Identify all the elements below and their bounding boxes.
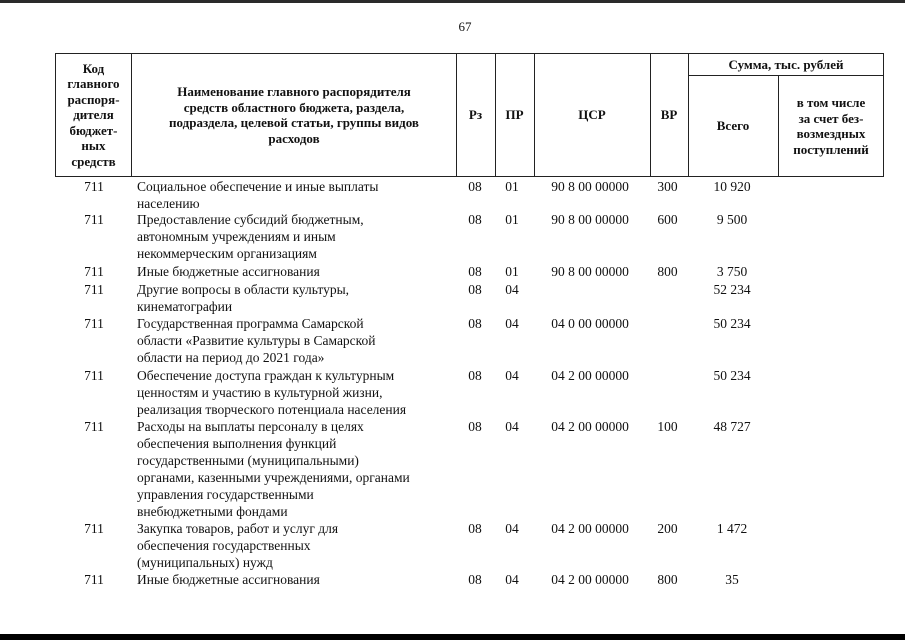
cell-name [137,367,457,418]
cell-name-line: Иные бюджетные ассигнования [137,572,320,587]
cell-total: 50 234 [713,316,751,331]
header-sum: Сумма, тыс. рублей [728,56,844,72]
header-pr: ПР [505,107,524,123]
cell-rz: 08 [468,316,482,331]
cell-name [137,571,457,588]
cell-rz: 08 [468,282,482,297]
cell-rz: 08 [468,179,482,194]
cell-name-line: Другие вопросы в области культуры, [137,282,350,297]
page-top-edge [0,0,905,3]
cell-pr: 04 [505,316,519,331]
cell-total: 1 472 [716,521,748,536]
header-code-line: главного [67,76,120,92]
cell-csr: 04 2 00 00000 [551,368,629,383]
page-bottom-edge [0,634,905,640]
cell-pr: 01 [505,212,519,227]
cell-pr: 04 [505,368,519,383]
header-free-line: возмездных [796,126,866,141]
header-code-line: ных [81,138,106,154]
cell-code: 711 [84,212,104,227]
cell-rz: 08 [468,212,482,227]
cell-total: 3 750 [716,264,748,279]
cell-pr: 04 [505,419,519,434]
cell-name-line: Социальное обеспечение и иные выплаты [137,179,379,194]
cell-name-line: Обеспечение доступа граждан к культурным [137,368,395,383]
header-free-line: за счет без- [798,110,864,126]
cell-csr: 04 2 00 00000 [551,572,629,587]
cell-name [137,315,457,366]
cell-rz: 08 [468,572,482,587]
cell-name-line: органами, казенными учреждениями, органами [137,470,410,485]
cell-name-line: обеспечения государственных [137,538,311,553]
header-code [56,54,131,176]
cell-code: 711 [84,264,104,279]
header-name [132,54,456,176]
header-code-line: бюджет- [69,122,118,138]
page-number: 67 [458,19,472,34]
cell-code: 711 [84,521,104,536]
cell-vr: 100 [657,419,678,434]
cell-total: 50 234 [713,368,751,383]
cell-name-line: Иные бюджетные ассигнования [137,264,320,279]
cell-name-line: Государственная программа Самарской [137,316,364,331]
cell-name-line: ценностям и участию в культурной жизни, [137,385,383,400]
cell-name [137,418,457,520]
cell-name [137,281,457,315]
header-code-line: дителя [73,107,114,123]
cell-total: 52 234 [713,282,751,297]
cell-code: 711 [84,368,104,383]
cell-name-line: реализация творческого потенциала населения [137,402,407,417]
cell-total: 10 920 [713,179,751,194]
table-header [55,53,884,177]
cell-name-line: области на период до 2021 года» [137,350,325,365]
header-free-line: в том числе [796,95,866,110]
cell-total: 9 500 [716,212,748,227]
cell-code: 711 [84,282,104,297]
cell-csr: 90 8 00 00000 [551,179,629,194]
cell-name-line: некоммерческим организациям [137,246,317,261]
cell-code: 711 [84,572,104,587]
cell-rz: 08 [468,419,482,434]
header-name-line: средств областного бюджета, раздела, [183,99,405,115]
cell-name-line: области «Развитие культуры в Самарской [137,333,376,348]
header-name-line: подраздела, целевой статьи, группы видов [169,115,419,130]
cell-total: 35 [725,572,739,587]
header-code-line: Код [82,60,105,76]
cell-csr: 04 0 00 00000 [551,316,629,331]
cell-name-line: обеспечения выполнения функций [137,436,337,451]
header-code-line: распоря- [67,91,120,107]
cell-csr: 04 2 00 00000 [551,521,629,536]
cell-rz: 08 [468,521,482,536]
cell-name-line: Предоставление субсидий бюджетным, [137,212,364,227]
cell-rz: 08 [468,368,482,383]
header-total: Всего [716,118,750,134]
header-name-line: расходов [268,130,320,146]
cell-csr: 04 2 00 00000 [551,419,629,434]
cell-name-line: кинематографии [137,299,233,314]
header-name-line: Наименование главного распорядителя [177,84,411,99]
cell-name [137,211,457,262]
header-vr: ВР [660,107,678,123]
cell-name-line: (муниципальных) нужд [137,555,273,570]
cell-vr: 600 [657,212,678,227]
cell-total: 48 727 [713,419,751,434]
cell-name-line: внебюджетными фондами [137,504,288,519]
cell-vr: 200 [657,521,678,536]
cell-code: 711 [84,419,104,434]
cell-name-line: государственными (муниципальными) [137,453,359,468]
header-free-receipts [778,76,884,176]
cell-vr: 300 [657,179,678,194]
cell-csr: 90 8 00 00000 [551,212,629,227]
cell-name-line: управления государственными [137,487,314,502]
cell-vr: 800 [657,264,678,279]
header-free-line: поступлений [793,141,869,157]
cell-name-line: автономным учреждениям и иным [137,229,336,244]
header-rz: Рз [468,107,483,123]
cell-name [137,520,457,571]
cell-code: 711 [84,316,104,331]
cell-name [137,263,457,280]
cell-name [137,178,457,212]
cell-pr: 04 [505,521,519,536]
cell-pr: 04 [505,282,519,297]
header-csr: ЦСР [578,107,606,123]
cell-pr: 04 [505,572,519,587]
cell-rz: 08 [468,264,482,279]
cell-pr: 01 [505,179,519,194]
cell-csr: 90 8 00 00000 [551,264,629,279]
cell-name-line: населению [137,196,200,211]
header-code-line: средств [71,153,116,169]
cell-code: 711 [84,179,104,194]
cell-name-line: Расходы на выплаты персоналу в целях [137,419,364,434]
cell-name-line: Закупка товаров, работ и услуг для [137,521,339,536]
cell-pr: 01 [505,264,519,279]
cell-vr: 800 [657,572,678,587]
